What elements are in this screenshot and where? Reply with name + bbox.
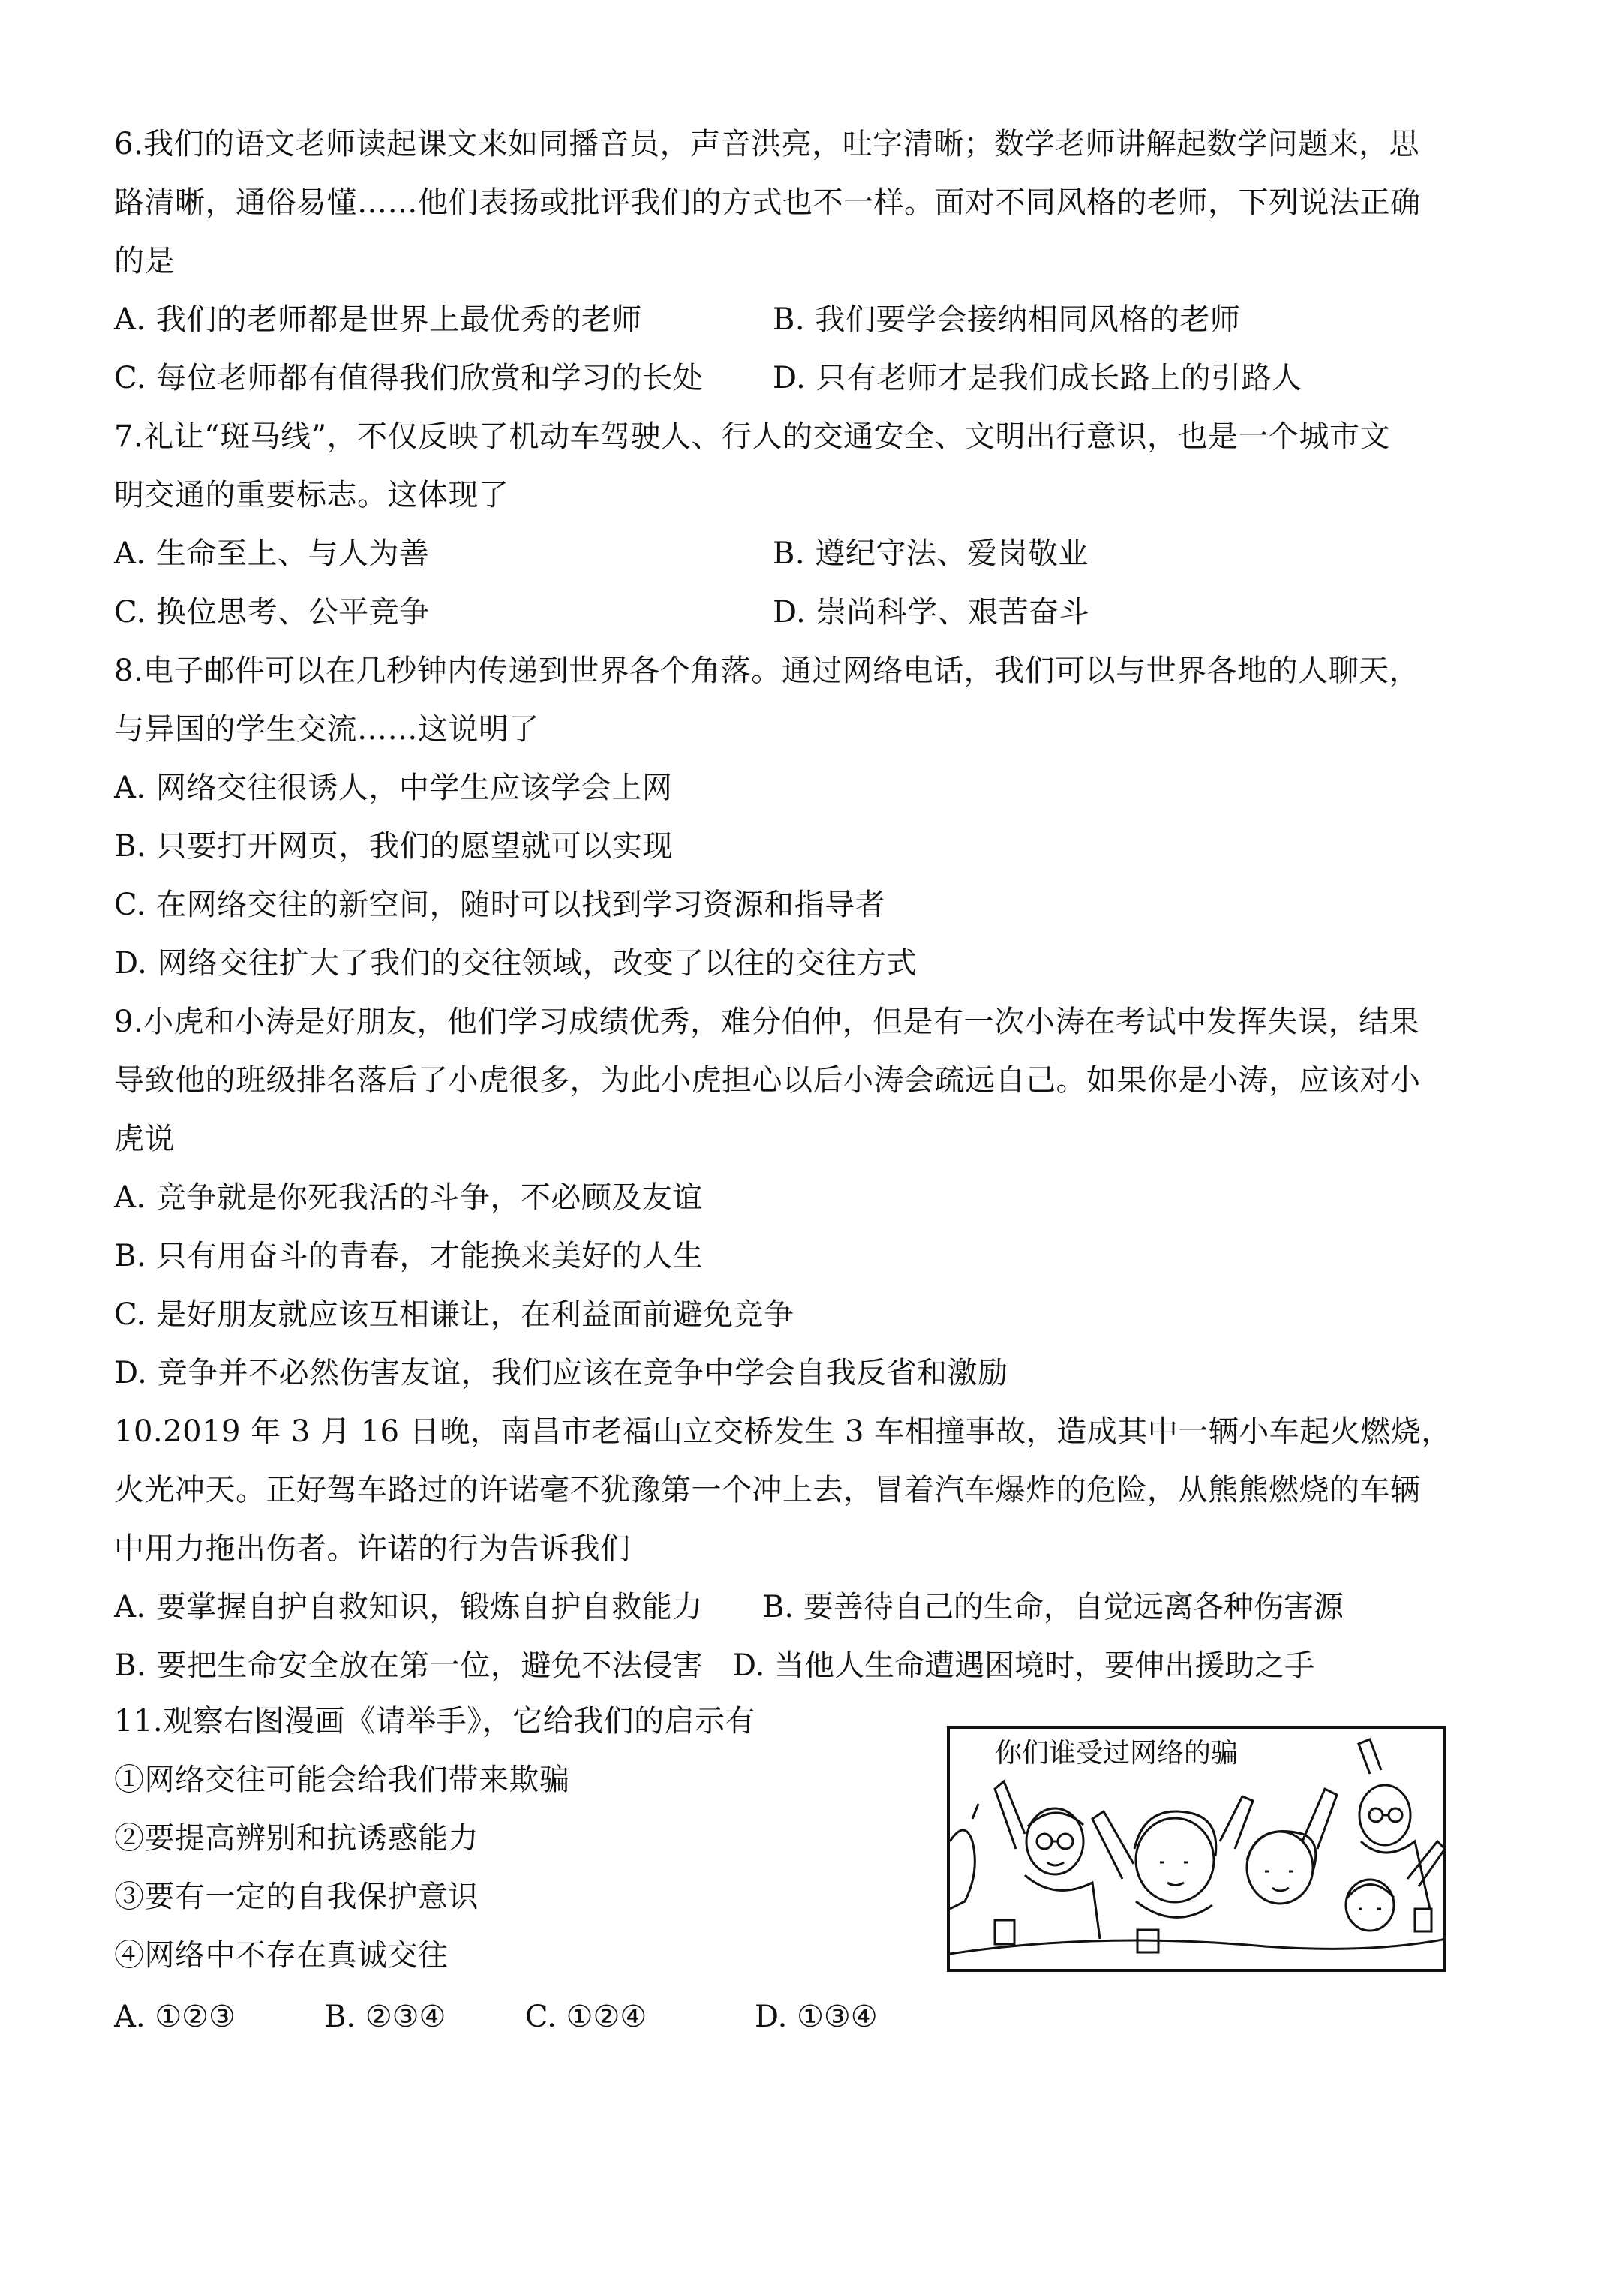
q11-stem-line-1: 11.观察右图漫画《请举手》，它给我们的启示有: [114, 1704, 756, 1739]
q9-stem-line-3: 虎说: [114, 1122, 175, 1156]
q9-stem-line-2: 导致他的班级排名落后了小虎很多，为此小虎担心以后小涛会疏远自己。如果你是小涛，应该对小: [114, 1063, 1421, 1098]
q7-option-b: B. 遵纪守法、爱岗敬业: [773, 536, 1089, 571]
q8-stem-line-2: 与异国的学生交流……这说明了: [114, 712, 539, 747]
q9-option-b: B. 只有用奋斗的青春，才能换来美好的人生: [114, 1239, 704, 1273]
q6-option-c: C. 每位老师都有值得我们欣赏和学习的长处: [114, 361, 704, 395]
q8-option-d: D. 网络交往扩大了我们的交往领域，改变了以往的交往方式: [114, 946, 918, 981]
q7-option-d: D. 崇尚科学、艰苦奋斗: [773, 595, 1090, 630]
q11-option-d: D. ①③④: [755, 2000, 878, 2034]
cartoon-caption: 你们谁受过网络的骗: [995, 1738, 1239, 1769]
q7-option-c: C. 换位思考、公平竞争: [114, 595, 430, 630]
q6-option-a: A. 我们的老师都是世界上最优秀的老师: [114, 302, 642, 337]
q9-option-a: A. 竞争就是你死我活的斗争，不必顾及友谊: [114, 1180, 703, 1215]
q10-stem-line-3: 中用力拖出伤者。许诺的行为告诉我们: [114, 1531, 631, 1566]
cartoon-raise-hands: [947, 1726, 1446, 1972]
q8-option-a: A. 网络交往很诱人，中学生应该学会上网: [114, 771, 673, 805]
q6-stem-line-2: 路清晰，通俗易懂……他们表扬或批评我们的方式也不一样。面对不同风格的老师，下列说法正确: [114, 185, 1421, 220]
q8-option-b: B. 只要打开网页，我们的愿望就可以实现: [114, 829, 673, 864]
q9-option-c: C. 是好朋友就应该互相谦让，在利益面前避免竞争: [114, 1297, 794, 1332]
q11-option-c: C. ①②④: [525, 2000, 647, 2034]
q6-option-d: D. 只有老师才是我们成长路上的引路人: [773, 361, 1302, 395]
q10-stem-line-1: 10.2019 年 3 月 16 日晚，南昌市老福山立交桥发生 3 车相撞事故，造成其中一辆小车起火燃烧，: [114, 1414, 1452, 1449]
q9-option-d: D. 竞争并不必然伤害友谊，我们应该在竞争中学会自我反省和激励: [114, 1356, 1008, 1390]
q11-statement-3: ③要有一定的自我保护意识: [114, 1880, 479, 1914]
q10-option-a: A. 要掌握自护自救知识，锻炼自护自救能力: [114, 1590, 703, 1624]
q11-statement-1: ①网络交往可能会给我们带来欺骗: [114, 1763, 570, 1797]
q6-stem-line-1: 6.我们的语文老师读起课文来如同播音员，声音洪亮，吐字清晰；数学老师讲解起数学问题来，思: [114, 127, 1420, 161]
q11-statement-2: ②要提高辨别和抗诱惑能力: [114, 1821, 479, 1856]
q7-option-a: A. 生命至上、与人为善: [114, 536, 430, 571]
q6-stem-line-3: 的是: [114, 244, 175, 278]
q10-option-c: B. 要把生命安全放在第一位，避免不法侵害: [114, 1648, 704, 1683]
q7-stem-line-2: 明交通的重要标志。这体现了: [114, 478, 509, 512]
q11-option-b: B. ②③④: [324, 2000, 446, 2034]
q7-stem-line-1: 7.礼让“斑马线”，不仅反映了机动车驾驶人、行人的交通安全、文明出行意识，也是一个城市文: [114, 419, 1391, 454]
q8-stem-line-1: 8.电子邮件可以在几秒钟内传递到世界各个角落。通过网络电话，我们可以与世界各地的人聊天，: [114, 654, 1420, 688]
q8-option-c: C. 在网络交往的新空间，随时可以找到学习资源和指导者: [114, 888, 886, 922]
q6-option-b: B. 我们要学会接纳相同风格的老师: [773, 302, 1241, 337]
q11-option-a: A. ①②③: [114, 2000, 236, 2034]
q10-stem-line-2: 火光冲天。正好驾车路过的许诺毫不犹豫第一个冲上去，冒着汽车爆炸的危险，从熊熊燃烧的车辆: [114, 1473, 1421, 1507]
q11-statement-4: ④网络中不存在真诚交往: [114, 1938, 449, 1973]
q10-option-d: D. 当他人生命遭遇困境时，要伸出援助之手: [732, 1648, 1315, 1683]
q10-option-b: B. 要善待自己的生命，自觉远离各种伤害源: [762, 1590, 1344, 1624]
q9-stem-line-1: 9.小虎和小涛是好朋友，他们学习成绩优秀，难分伯仲，但是有一次小涛在考试中发挥失误，结果: [114, 1005, 1420, 1039]
